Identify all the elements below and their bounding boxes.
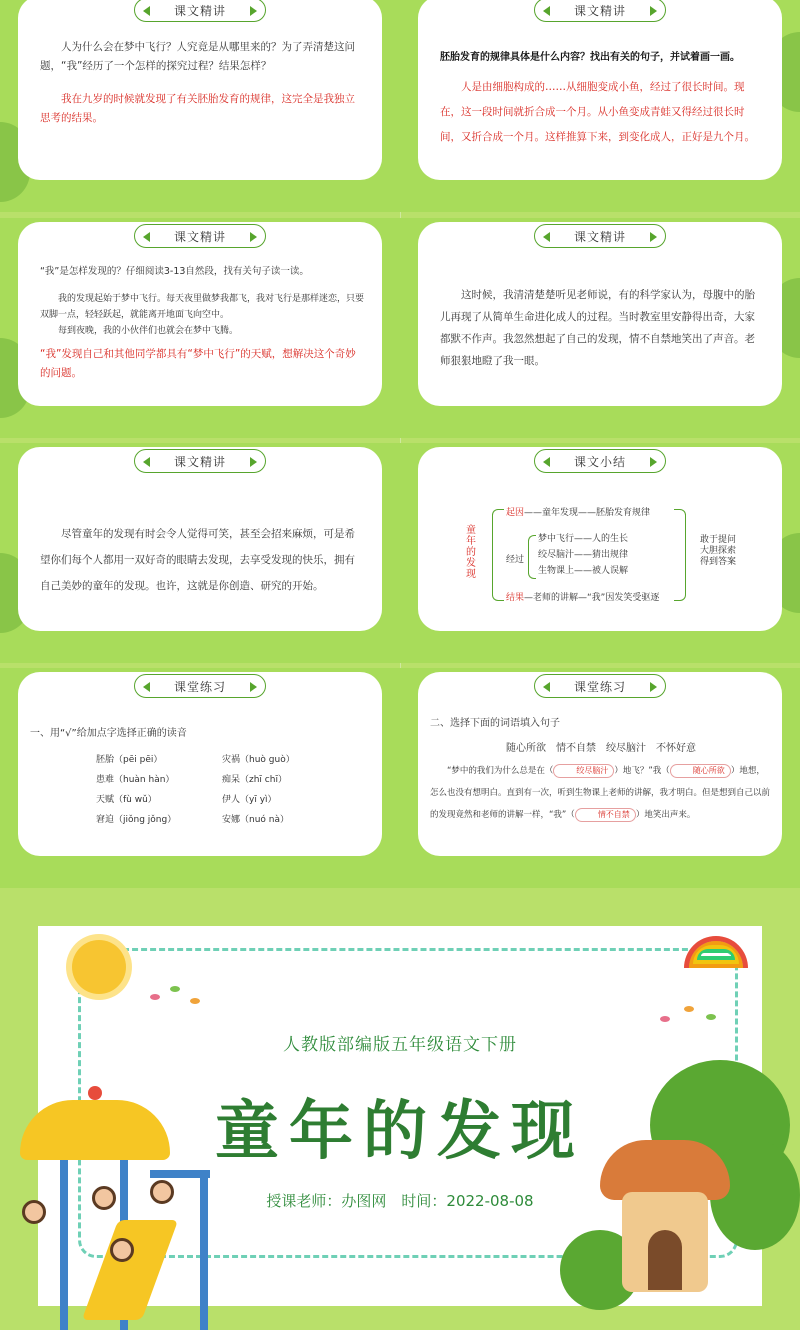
slide-body bbox=[40, 262, 364, 383]
quote-paragraph-2: 每到夜晚，我的小伙伴们也就会在梦中飞腾。 bbox=[58, 326, 239, 336]
quote-paragraph-1: 我的发现起始于梦中飞行。每天夜里做梦我都飞，我对飞行是那样迷恋，只要双脚一点，轻轻跃起，就能离开地面飞向空中。 bbox=[40, 294, 365, 320]
slide-thumbnail-1[interactable] bbox=[0, 0, 400, 212]
slide-card bbox=[418, 0, 782, 180]
sun-icon bbox=[72, 940, 126, 994]
pinyin-item: 伊人（yī yì） bbox=[222, 795, 277, 805]
exercise-question: 二、选择下面的词语填入句子 bbox=[430, 718, 560, 729]
slide-thumbnail-5[interactable] bbox=[0, 443, 400, 663]
summary-sub-brace bbox=[528, 535, 536, 579]
answer-text: “我”发现自己和其他同学都具有“梦中飞行”的天赋，想解决这个奇妙的问题。 bbox=[40, 348, 356, 379]
slide-thumbnail-2[interactable] bbox=[400, 0, 800, 212]
main-title: 童年的发现 bbox=[215, 1095, 585, 1169]
summary-brace bbox=[492, 509, 504, 601]
fill-paragraph: “梦中的我们为什么总是在（ 绞尽脑汁 ）地飞？”我（ 随心所欲 ）地想，怎么也没有想明白。直到有一次，听到生物课上老师的讲解，我才明白。但是想到自己以前的发现竟然和老师的讲解一样，“我”（ 情不自禁 ）地笑出声来。 bbox=[430, 766, 771, 820]
slide-card bbox=[418, 672, 782, 856]
playground-illustration bbox=[0, 1100, 230, 1330]
slide-card bbox=[18, 0, 382, 180]
pinyin-column-right bbox=[222, 750, 295, 830]
slide-tag: 课文精讲 bbox=[534, 0, 666, 22]
fill-answer-3: 情不自禁 bbox=[575, 808, 636, 822]
slide-tag: 课文精讲 bbox=[534, 224, 666, 248]
paragraph-text: 尽管童年的发现有时会令人觉得可笑，甚至会招来麻烦，可是希望你们每个人都用一双好奇的眼睛去发现，去享受发现的快乐，拥有自己美妙的童年的发现。也许，这就是你创造、研究的开始。 bbox=[40, 528, 355, 592]
slide-body bbox=[40, 521, 364, 599]
summary-row-cause: 起因——童年发现——胚胎发育规律 bbox=[506, 508, 651, 518]
slide-thumbnail-8[interactable] bbox=[400, 668, 800, 888]
slide-thumbnail-6[interactable] bbox=[400, 443, 800, 663]
summary-process-item: 梦中飞行——人的生长 bbox=[538, 534, 629, 544]
slide-card bbox=[418, 222, 782, 406]
slide-body bbox=[30, 724, 364, 743]
bird-icon bbox=[170, 986, 180, 992]
pinyin-item: 痴呆（zhī chī） bbox=[222, 775, 287, 785]
summary-process-item: 绞尽脑汁——猜出规律 bbox=[538, 550, 629, 560]
slide-card bbox=[418, 447, 782, 631]
pinyin-item: 安娜（nuó nà） bbox=[222, 815, 289, 825]
mushroom-house-illustration bbox=[560, 1060, 800, 1330]
exercise-question: 一、用“√”给加点字选择正确的读音 bbox=[30, 728, 187, 739]
slide-tag: 课文精讲 bbox=[134, 0, 266, 22]
bird-icon bbox=[150, 994, 160, 1000]
pinyin-item: 胚胎（pēi pēi） bbox=[96, 755, 163, 765]
pinyin-item: 窘迫（jiǒng jǒng） bbox=[96, 815, 177, 825]
slide-tag: 课堂练习 bbox=[534, 674, 666, 698]
answer-text: 我在九岁的时候就发现了有关胚胎发育的规律，这完全是我独立思考的结果。 bbox=[40, 93, 355, 124]
pinyin-column-left bbox=[96, 750, 176, 830]
slide-thumbnail-4[interactable] bbox=[400, 218, 800, 438]
bird-icon bbox=[190, 998, 200, 1004]
slide-card bbox=[18, 222, 382, 406]
bird-icon bbox=[684, 1006, 694, 1012]
slide-card bbox=[18, 672, 382, 856]
slide-card bbox=[18, 447, 382, 631]
slide-thumbnail-3[interactable] bbox=[0, 218, 400, 438]
question-text: 人为什么会在梦中飞行？人究竟是从哪里来的？为了弄清楚这问题，“我”经历了一个怎样的探究过程？结果怎样？ bbox=[40, 41, 355, 72]
question-text: 胚胎发育的规律具体是什么内容？找出有关的句子，并试着画一画。 bbox=[440, 52, 740, 63]
summary-label-process: 经过 bbox=[506, 555, 525, 565]
summary-process-item: 生物课上——被人误解 bbox=[538, 566, 629, 576]
slide-body bbox=[440, 48, 764, 150]
summary-conclusion: 敢于提问 大胆探索 得到答案 bbox=[700, 535, 737, 567]
answer-text: 人是由细胞构成的……从细胞变成小鱼，经过了很长时间。现在，这一段时间就折合成一个月。从小鱼变成青蛙又得经过很长时间，又折合成一个月。这样推算下来，到变化成人，正好是九个月。 bbox=[440, 81, 755, 143]
slide-body bbox=[440, 284, 764, 372]
slide-tag: 课文精讲 bbox=[134, 224, 266, 248]
word-bank: 随心所欲 情不自禁 绞尽脑汁 不怀好意 bbox=[506, 743, 696, 754]
pinyin-item: 灾祸（huò guò） bbox=[222, 755, 295, 765]
pinyin-item: 天赋（fù wǔ） bbox=[96, 795, 157, 805]
paragraph-text: 这时候，我清清楚楚听见老师说，有的科学家认为，母腹中的胎儿再现了从简单生命进化成人的过程。当时教室里安静得出奇，大家都默不作声。我忽然想起了自己的发现，情不自禁地笑出了声音。老师狠狠地瞪了我一眼。 bbox=[440, 289, 755, 367]
pinyin-item: 患难（huàn hàn） bbox=[96, 775, 175, 785]
slide-tag: 课文精讲 bbox=[134, 449, 266, 473]
teacher-info: 授课老师：办图网 时间：2022-08-08 bbox=[266, 1192, 534, 1210]
slide-thumbnail-7[interactable] bbox=[0, 668, 400, 888]
summary-row-result: 结果—老师的讲解—“我”因发笑受驱逐 bbox=[506, 593, 660, 603]
title-slide[interactable] bbox=[0, 890, 800, 1330]
subtitle: 人教版部编版五年级语文下册 bbox=[283, 1035, 517, 1055]
bird-icon bbox=[660, 1016, 670, 1022]
fill-answer-1: 绞尽脑汁 bbox=[553, 764, 614, 778]
fill-answer-2: 随心所欲 bbox=[670, 764, 731, 778]
slide-tag: 课堂练习 bbox=[134, 674, 266, 698]
summary-side-title: 童年的发现 bbox=[466, 525, 476, 580]
slide-tag: 课文小结 bbox=[534, 449, 666, 473]
slide-body bbox=[40, 38, 364, 128]
question-text: “我”是怎样发现的？仔细阅读3-13自然段，找有关句子读一读。 bbox=[40, 266, 309, 277]
bird-icon bbox=[706, 1014, 716, 1020]
summary-brace-right bbox=[674, 509, 686, 601]
slide-body bbox=[430, 714, 772, 826]
